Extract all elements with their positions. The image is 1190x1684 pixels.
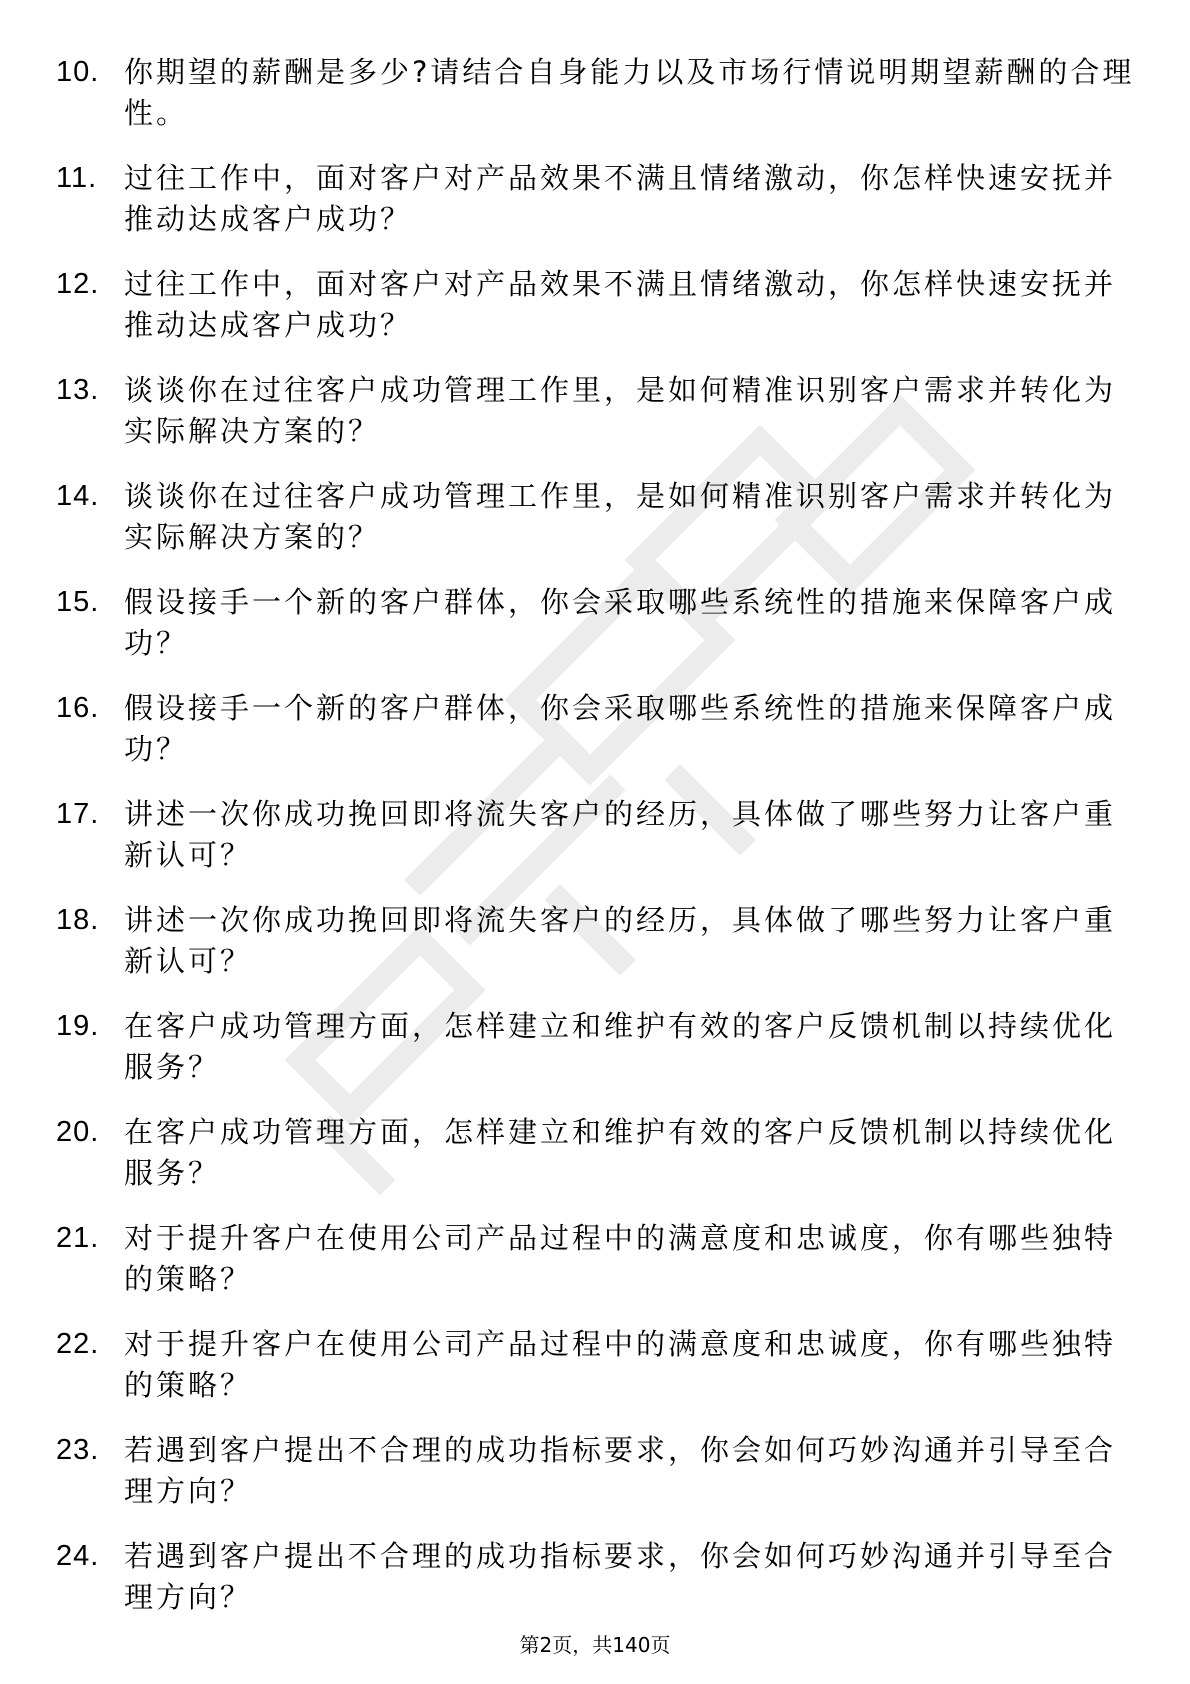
question-number: 16. xyxy=(56,692,100,724)
page-number: 第2页，共140页 xyxy=(519,1633,671,1657)
question-item xyxy=(56,370,1136,452)
question-item xyxy=(56,794,1136,876)
question-number: 24. xyxy=(56,1540,100,1572)
question-number: 14. xyxy=(56,480,100,512)
question-item xyxy=(56,1112,1136,1194)
question-number: 13. xyxy=(56,374,100,406)
question-number: 23. xyxy=(56,1434,100,1466)
question-number: 20. xyxy=(56,1116,100,1148)
question-list xyxy=(56,52,1136,1642)
question-text: 讲述一次你成功挽回即将流失客户的经历，具体做了哪些努力让客户重新认可？ xyxy=(124,903,1117,978)
question-item xyxy=(56,264,1136,346)
question-item xyxy=(56,1536,1136,1618)
question-item xyxy=(56,1324,1136,1406)
question-text: 对于提升客户在使用公司产品过程中的满意度和忠诚度，你有哪些独特的策略？ xyxy=(124,1327,1117,1402)
question-number: 11. xyxy=(56,162,98,194)
question-text: 谈谈你在过往客户成功管理工作里，是如何精准识别客户需求并转化为实际解决方案的？ xyxy=(124,373,1117,448)
question-number: 19. xyxy=(56,1010,100,1042)
question-text: 若遇到客户提出不合理的成功指标要求，你会如何巧妙沟通并引导至合理方向？ xyxy=(124,1433,1117,1508)
question-item xyxy=(56,158,1136,240)
question-text: 若遇到客户提出不合理的成功指标要求，你会如何巧妙沟通并引导至合理方向？ xyxy=(124,1539,1117,1614)
question-item xyxy=(56,1006,1136,1088)
question-number: 12. xyxy=(56,268,100,300)
question-text: 假设接手一个新的客户群体，你会采取哪些系统性的措施来保障客户成功？ xyxy=(124,585,1117,660)
question-text: 过往工作中，面对客户对产品效果不满且情绪激动，你怎样快速安抚并推动达成客户成功？ xyxy=(124,161,1117,236)
question-item xyxy=(56,900,1136,982)
question-item xyxy=(56,582,1136,664)
question-number: 18. xyxy=(56,904,100,936)
question-text: 假设接手一个新的客户群体，你会采取哪些系统性的措施来保障客户成功？ xyxy=(124,691,1117,766)
question-item xyxy=(56,688,1136,770)
question-text: 谈谈你在过往客户成功管理工作里，是如何精准识别客户需求并转化为实际解决方案的？ xyxy=(124,479,1117,554)
question-text: 过往工作中，面对客户对产品效果不满且情绪激动，你怎样快速安抚并推动达成客户成功？ xyxy=(124,267,1117,342)
question-text: 讲述一次你成功挽回即将流失客户的经历，具体做了哪些努力让客户重新认可？ xyxy=(124,797,1117,872)
question-number: 17. xyxy=(56,798,100,830)
question-text: 你期望的薪酬是多少?请结合自身能力以及市场行情说明期望薪酬的合理性。 xyxy=(124,55,1135,130)
question-text: 在客户成功管理方面，怎样建立和维护有效的客户反馈机制以持续优化服务？ xyxy=(124,1115,1117,1190)
question-text: 在客户成功管理方面，怎样建立和维护有效的客户反馈机制以持续优化服务？ xyxy=(124,1009,1117,1084)
question-item xyxy=(56,1430,1136,1512)
question-number: 15. xyxy=(56,586,100,618)
question-item xyxy=(56,52,1136,134)
question-text: 对于提升客户在使用公司产品过程中的满意度和忠诚度，你有哪些独特的策略？ xyxy=(124,1221,1117,1296)
question-item xyxy=(56,476,1136,558)
question-number: 22. xyxy=(56,1328,100,1360)
question-number: 21. xyxy=(56,1222,100,1254)
question-item xyxy=(56,1218,1136,1300)
question-number: 10. xyxy=(56,56,100,88)
